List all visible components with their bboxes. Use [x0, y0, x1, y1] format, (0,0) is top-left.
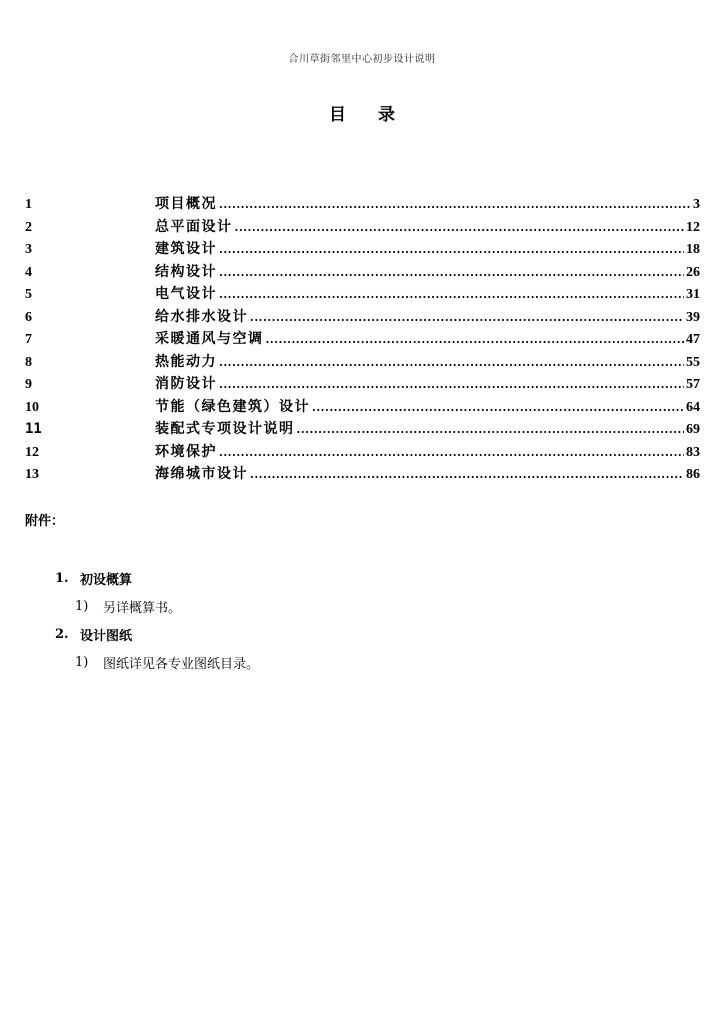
toc-leader-dots	[219, 243, 684, 256]
toc-number: 1	[25, 197, 32, 212]
toc-entry[interactable]	[25, 238, 700, 261]
toc-page-number: 26	[686, 264, 700, 280]
toc-page-number: 31	[686, 287, 700, 302]
toc-title: 给水排水设计	[155, 308, 248, 325]
toc-entry[interactable]	[25, 193, 700, 216]
annex-list	[55, 565, 259, 677]
toc-page-number: 47	[686, 332, 700, 347]
toc-page-number: 69	[686, 422, 700, 437]
toc-leader-dots	[219, 446, 684, 459]
toc-entry[interactable]	[25, 261, 700, 284]
title-part-1: 目	[329, 105, 346, 125]
toc-leader-dots	[297, 423, 685, 436]
toc-entry[interactable]	[25, 396, 700, 419]
toc-title: 采暖通风与空调	[155, 331, 264, 347]
toc-number: 9	[25, 377, 32, 392]
toc-title: 总平面设计	[155, 218, 233, 235]
toc-leader-dots	[219, 288, 684, 301]
toc-entry[interactable]	[25, 306, 700, 329]
title-part-2: 录	[378, 105, 395, 125]
toc-leader-dots	[219, 356, 684, 369]
toc-leader-dots	[235, 221, 685, 234]
toc-entry[interactable]	[25, 283, 700, 306]
toc-title: 项目概况	[155, 196, 217, 212]
toc-page-number: 18	[686, 242, 700, 257]
toc-page-number: 55	[686, 354, 700, 370]
annex-item-title: 初设概算	[80, 572, 133, 588]
annex-label: 附件：	[25, 514, 65, 529]
toc-page-number: 57	[686, 377, 700, 392]
toc-page-number: 64	[686, 399, 700, 415]
page-title	[0, 100, 724, 125]
toc-title: 节能（绿色建筑）设计	[155, 398, 310, 415]
toc-entry[interactable]	[25, 216, 700, 239]
annex-subitem-text: 另详概算书。	[103, 600, 182, 616]
toc-number: 13	[25, 467, 39, 482]
toc-title: 消防设计	[155, 376, 217, 392]
toc-entry[interactable]	[25, 351, 700, 374]
toc-title: 电气设计	[155, 286, 217, 302]
toc-number: 3	[25, 242, 32, 257]
toc-title: 海绵城市设计	[155, 466, 248, 482]
annex-item-number: 2.	[55, 626, 69, 642]
annex-subitem	[55, 647, 259, 677]
annex-item	[55, 565, 259, 591]
table-of-contents	[25, 193, 700, 486]
toc-page-number: 86	[686, 467, 700, 482]
toc-leader-dots	[219, 266, 684, 279]
toc-title: 环境保护	[155, 443, 217, 460]
toc-leader-dots	[250, 468, 684, 481]
toc-leader-dots	[219, 198, 691, 211]
toc-entry[interactable]	[25, 373, 700, 396]
annex-subitem-text: 图纸详见各专业图纸目录。	[103, 656, 260, 672]
annex-subitem-number: 1)	[75, 654, 89, 670]
toc-number: 6	[25, 309, 32, 325]
annex-subitem	[55, 591, 259, 621]
page-header: 合川草街邻里中心初步设计说明	[288, 54, 436, 65]
toc-entry[interactable]	[25, 441, 700, 464]
toc-title: 热能动力	[155, 353, 217, 370]
toc-number: 5	[25, 287, 32, 302]
toc-entry[interactable]	[25, 463, 700, 486]
toc-number: 12	[25, 444, 39, 460]
toc-entry[interactable]	[25, 418, 700, 441]
toc-number: 10	[25, 399, 39, 415]
annex-item-title: 设计图纸	[80, 628, 133, 644]
toc-page-number: 39	[686, 309, 700, 325]
toc-number: 2	[25, 219, 32, 235]
toc-page-number: 3	[693, 197, 700, 212]
toc-leader-dots	[219, 378, 684, 391]
annex-item	[55, 621, 259, 647]
toc-title: 装配式专项设计说明	[155, 421, 295, 437]
toc-leader-dots	[266, 333, 685, 346]
toc-leader-dots	[250, 311, 684, 324]
toc-number: 4	[25, 264, 32, 280]
toc-title: 建筑设计	[155, 241, 217, 257]
toc-number: 7	[25, 332, 32, 347]
toc-leader-dots	[312, 401, 684, 414]
annex-item-number: 1.	[55, 570, 69, 586]
toc-entry[interactable]	[25, 328, 700, 351]
toc-page-number: 83	[686, 444, 700, 460]
annex-subitem-number: 1)	[75, 598, 89, 614]
toc-title: 结构设计	[155, 263, 217, 280]
toc-number: 11	[25, 421, 42, 437]
toc-number: 8	[25, 354, 32, 370]
toc-page-number: 12	[686, 219, 700, 235]
